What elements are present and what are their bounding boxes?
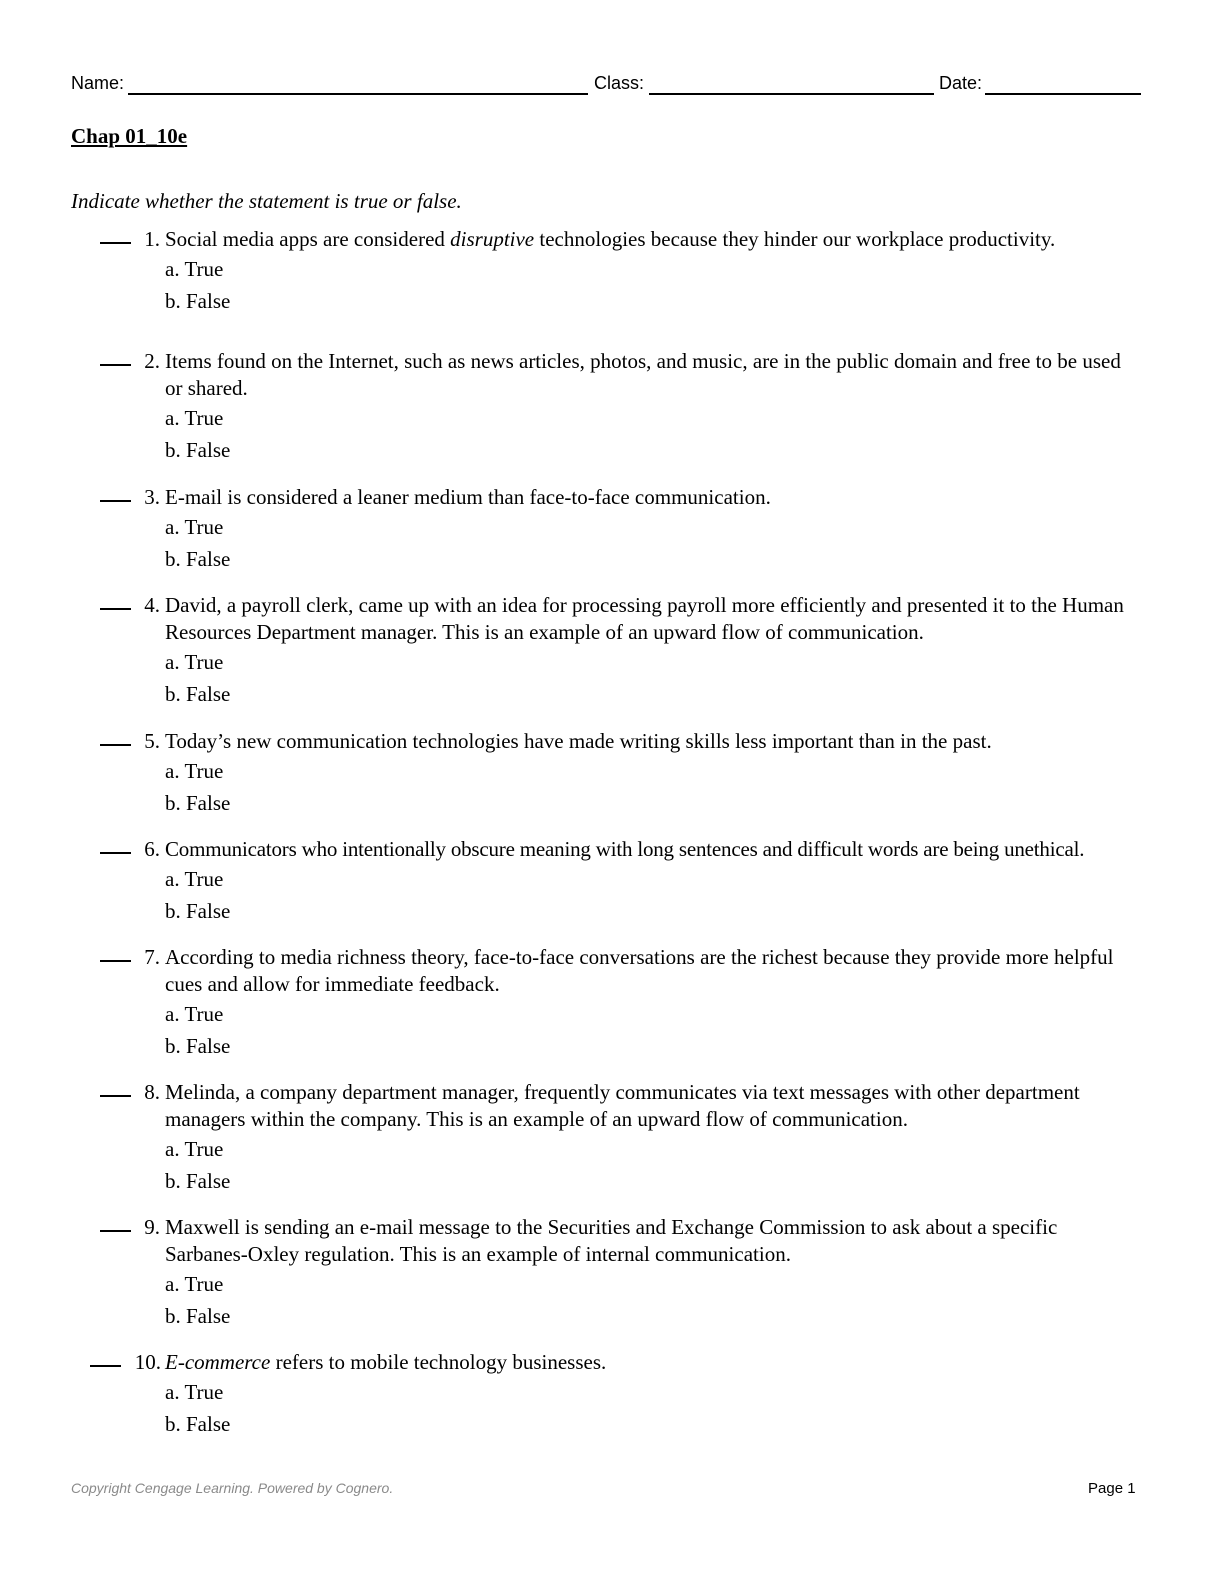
choice-false[interactable]: b. False (165, 289, 231, 313)
question-number: 2. (144, 349, 160, 373)
question-text: Maxwell is sending an e-mail message to the Securities and Exchange Commission to ask about a specific Sarbanes-Oxley regulation. This is an example of internal communication. (165, 1215, 1058, 1266)
question-number: 10. (134, 1350, 161, 1374)
choice-false[interactable]: b. False (165, 1304, 231, 1328)
choice-true[interactable]: a. True (165, 515, 224, 539)
question-number: 8. (144, 1080, 160, 1104)
instructions: Indicate whether the statement is true or false. (71, 189, 462, 213)
choice-false[interactable]: b. False (165, 1169, 231, 1193)
date-label: Date: (939, 73, 983, 93)
choice-true[interactable]: a. True (165, 650, 224, 674)
page-title: Chap 01_10e (71, 124, 188, 148)
choice-true[interactable]: a. True (165, 1002, 224, 1026)
question-number: 7. (144, 945, 160, 969)
question-number: 1. (144, 227, 160, 251)
name-field[interactable] (128, 93, 588, 95)
question-text: Today’s new communication technologies have made writing skills less important than in the past. (165, 729, 992, 753)
question-text: E-commerce refers to mobile technology businesses. (165, 1350, 607, 1374)
copyright-notice: Copyright Cengage Learning. Powered by Cognero. (71, 1480, 394, 1496)
choice-true[interactable]: a. True (165, 759, 224, 783)
emphasized-term: E-commerce (165, 1350, 271, 1374)
question-text: Items found on the Internet, such as news articles, photos, and music, are in the public domain and free to be used or shared. (165, 349, 1121, 400)
choice-false[interactable]: b. False (165, 547, 231, 571)
class-field[interactable] (649, 93, 934, 95)
question-number: 9. (144, 1215, 160, 1239)
question-text: According to media richness theory, face-to-face conversations are the richest because they provide more helpful cues and allow for immediate feedback. (165, 945, 1114, 996)
choice-false[interactable]: b. False (165, 438, 231, 462)
question-number: 3. (144, 485, 160, 509)
class-label: Class: (594, 73, 645, 93)
question-number: 6. (144, 837, 160, 861)
choice-true[interactable]: a. True (165, 1272, 224, 1296)
question-text: Melinda, a company department manager, frequently communicates via text messages with other department managers within the company. This is an example of an upward flow of communication. (165, 1080, 1080, 1131)
question-text: Social media apps are considered disruptive technologies because they hinder our workplace productivity. (165, 227, 1056, 251)
choice-false[interactable]: b. False (165, 1412, 231, 1436)
question-text: E-mail is considered a leaner medium than face-to-face communication. (165, 485, 771, 509)
name-label: Name: (71, 73, 125, 93)
choice-true[interactable]: a. True (165, 257, 224, 281)
question-number: 4. (144, 593, 160, 617)
question-number: 5. (144, 729, 160, 753)
choice-true[interactable]: a. True (165, 1137, 224, 1161)
question-text: Communicators who intentionally obscure meaning with long sentences and difficult words are being unethical. (165, 837, 1085, 861)
choice-true[interactable]: a. True (165, 1380, 224, 1404)
choice-false[interactable]: b. False (165, 682, 231, 706)
date-field[interactable] (985, 93, 1141, 95)
emphasized-term: disruptive (450, 227, 535, 251)
choice-false[interactable]: b. False (165, 791, 231, 815)
question-text: David, a payroll clerk, came up with an idea for processing payroll more efficiently and presented it to the Human Resources Department manager. This is an example of an upward flow of communication. (165, 593, 1124, 644)
student-info-header (71, 71, 1141, 99)
choice-true[interactable]: a. True (165, 406, 224, 430)
answer-blank[interactable] (90, 1365, 121, 1367)
choice-true[interactable]: a. True (165, 867, 224, 891)
choice-false[interactable]: b. False (165, 899, 231, 923)
page-number: Page 1 (1088, 1480, 1136, 1497)
choice-false[interactable]: b. False (165, 1034, 231, 1058)
